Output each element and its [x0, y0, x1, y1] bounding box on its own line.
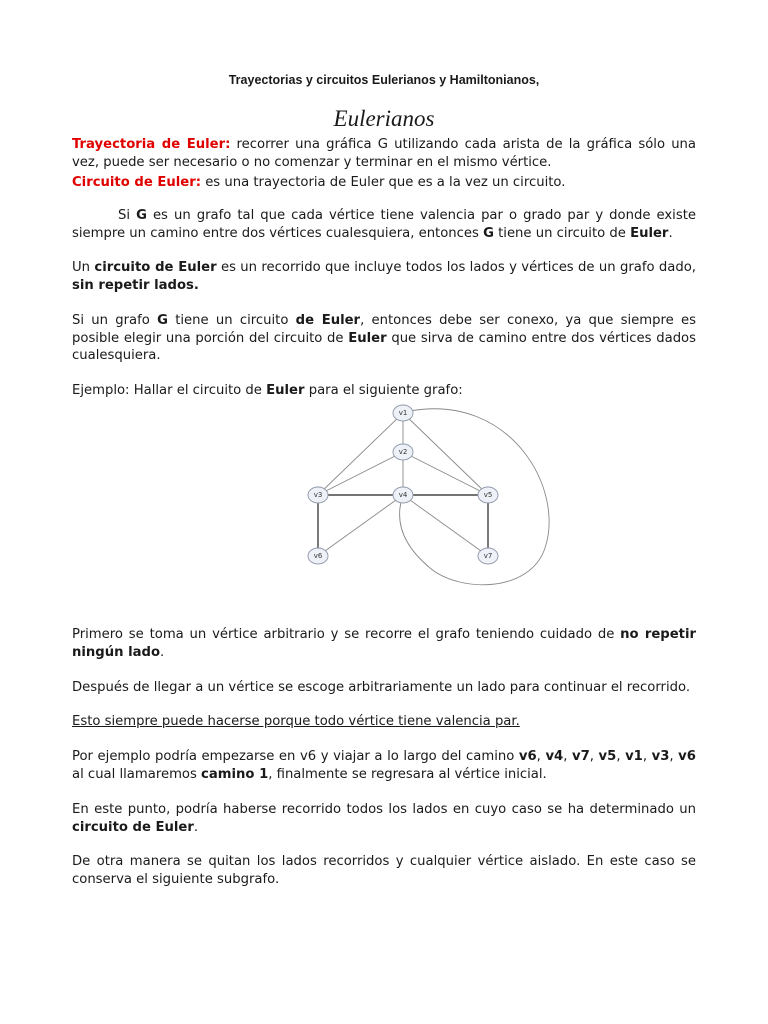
theorem-g2: G	[483, 225, 494, 241]
en-este-text-1: En este punto, podría haberse recorrido todos los lados en cuyo caso se ha determinado un	[72, 802, 696, 817]
path-v7: v7	[571, 749, 590, 764]
theorem-euler: Euler	[630, 225, 669, 241]
path-v4: v4	[545, 749, 564, 764]
node-label-v7: v7	[483, 552, 493, 560]
paragraph-theorem	[72, 207, 696, 242]
paragraph-despues: Después de llegar a un vértice se escoge arbitrariamente un lado para continuar el recorrido.	[72, 680, 691, 695]
node-v3	[308, 487, 328, 503]
path-sep-4: ,	[616, 749, 626, 764]
section-title: Eulerianos	[333, 106, 435, 131]
term-circuito: Circuito de Euler:	[72, 175, 201, 190]
path-sep-1: ,	[536, 749, 546, 764]
edge-v4-v7	[403, 495, 488, 556]
primero-text-2: .	[160, 644, 165, 660]
paragraph-siempre	[72, 713, 696, 731]
paragraph-por-ejemplo	[72, 748, 696, 783]
conexo-text-2: tiene un circuito	[167, 313, 296, 328]
theorem-text-4: .	[668, 225, 673, 241]
definition-circuito-text: es una trayectoria de Euler que es a la vez un circuito.	[201, 175, 566, 190]
ejemplo-text-1: Ejemplo: Hallar el circuito de	[72, 383, 267, 398]
node-v7	[478, 548, 498, 564]
node-label-v4: v4	[398, 491, 408, 499]
conexo-bold-1: G	[157, 313, 168, 328]
camino-1: camino 1	[201, 766, 269, 782]
paragraph-primero	[72, 626, 696, 661]
edge-v2-v3	[318, 452, 403, 495]
paragraph-en-este	[72, 801, 696, 836]
theorem-text-1: Si	[118, 208, 137, 223]
path-v6-start: v6	[518, 749, 537, 764]
conexo-text-4: que sirva de camino entre dos vértices dados cualesquiera.	[72, 330, 696, 363]
node-v4	[393, 487, 413, 503]
path-sep-3: ,	[589, 749, 599, 764]
paragraph-circuit	[72, 259, 696, 294]
theorem-text-2: es un grafo tal que cada vértice tiene valencia par o grado par y donde existe siempre un camino entre dos vértices cualesquiera, entonces	[72, 208, 696, 241]
por-ejemplo-text-1: Por ejemplo podría empezarse en v6 y viajar a lo largo del camino	[72, 749, 519, 764]
en-este-bold-1: circuito de Euler	[72, 819, 194, 835]
node-label-v2: v2	[398, 448, 408, 456]
node-v5	[478, 487, 498, 503]
path-v1: v1	[625, 749, 643, 764]
conexo-bold-3: Euler	[348, 330, 387, 346]
path-sep-5: ,	[642, 749, 652, 764]
primero-text-1: Primero se toma un vértice arbitrario y se recorre el grafo teniendo cuidado de	[72, 627, 621, 642]
conexo-text-1: Si un grafo	[72, 313, 158, 328]
theorem-text-3: tiene un circuito de	[493, 225, 631, 241]
circuit-text-2: es un recorrido que incluye todos los lados y vértices de un grafo dado,	[216, 260, 696, 275]
node-v2	[393, 444, 413, 460]
circuit-text-1: Un	[72, 260, 95, 275]
circuit-bold-1: circuito de Euler	[94, 260, 217, 275]
edge-v1-v4-curve	[400, 409, 549, 585]
definition-circuito	[72, 174, 696, 192]
node-v1	[393, 405, 413, 421]
path-v3: v3	[651, 749, 670, 764]
paragraph-ejemplo	[72, 382, 696, 400]
node-v6	[308, 548, 328, 564]
path-v6-end: v6	[678, 749, 696, 764]
paragraph-otra: De otra manera se quitan los lados recorridos y cualquier vértice aislado. En este caso se conserva el siguiente subgrafo.	[72, 854, 696, 887]
euler-graph-diagram	[290, 398, 570, 598]
edge-v4-v6	[318, 495, 403, 556]
theorem-g1: G	[136, 208, 147, 223]
edge-v2-v5	[403, 452, 488, 495]
path-sep-6: ,	[669, 749, 679, 764]
paragraph-conexo	[72, 312, 696, 365]
circuit-bold-2: sin repetir lados.	[72, 277, 199, 293]
document-title: Trayectorias y circuitos Eulerianos y Hamiltonianos,	[228, 73, 540, 87]
graph-edges	[318, 409, 549, 585]
por-ejemplo-text-3: , finalmente se regresara al vértice inicial.	[268, 766, 547, 782]
edge-v1-v3	[318, 413, 403, 495]
ejemplo-bold-1: Euler	[266, 383, 305, 398]
path-sep-2: ,	[563, 749, 572, 764]
node-label-v1: v1	[398, 409, 408, 417]
definition-trayectoria	[72, 136, 696, 171]
ejemplo-text-2: para el siguiente grafo:	[304, 383, 463, 398]
por-ejemplo-text-2: al cual llamaremos	[72, 766, 202, 782]
term-trayectoria: Trayectoria de Euler:	[72, 137, 231, 152]
path-v5: v5	[598, 749, 617, 764]
definition-trayectoria-text: recorrer una gráfica G utilizando cada arista de la gráfica sólo una vez, puede ser necesario o no comenzar y terminar en el mismo vértice.	[72, 137, 696, 170]
en-este-text-2: .	[193, 819, 199, 835]
node-label-v6: v6	[313, 552, 323, 560]
edge-v1-v5	[403, 413, 488, 495]
conexo-text-3: , entonces debe ser conexo, ya que siempre es posible elegir una porción del circuito de	[72, 313, 696, 346]
node-label-v3: v3	[313, 491, 323, 499]
siempre-underlined: Esto siempre puede hacerse porque todo vértice tiene valencia par.	[72, 714, 520, 729]
primero-bold-1: no repetir ningún lado	[72, 627, 696, 660]
node-label-v5: v5	[483, 491, 493, 499]
conexo-bold-2: de Euler	[295, 313, 361, 328]
